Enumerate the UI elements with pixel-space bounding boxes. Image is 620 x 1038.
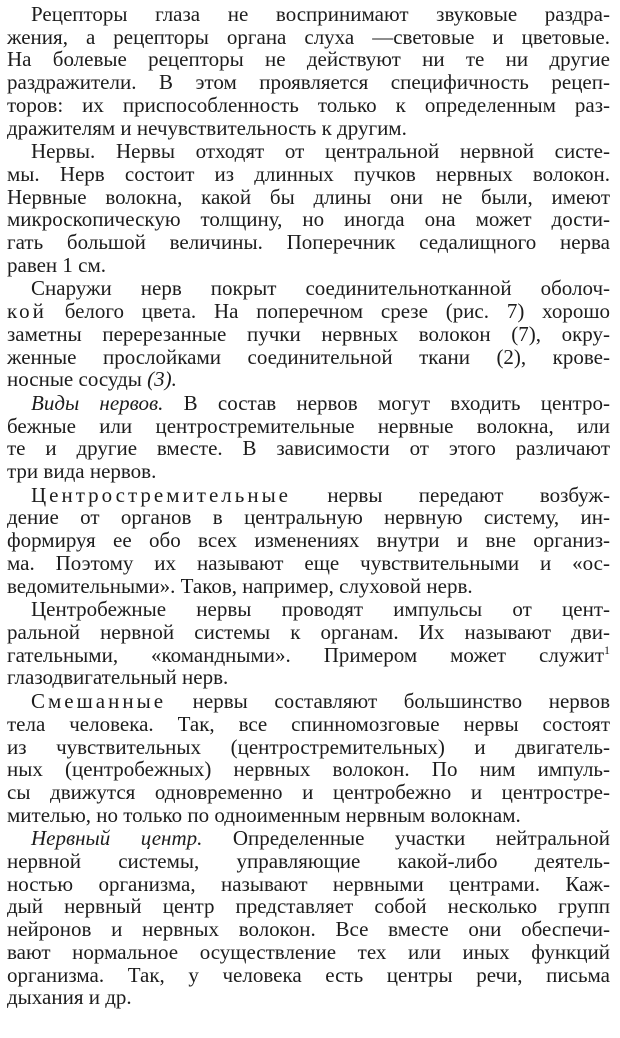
- text-line: Смешанные нервы составляют большинство нервов: [31, 689, 610, 714]
- text-line: равен 1 см.: [7, 252, 107, 277]
- text-line: дыхания и др.: [7, 985, 132, 1010]
- text-line: Нервы. Нервы отходят от центральной нервной систе-: [31, 139, 610, 164]
- paragraph-centripetal: [7, 484, 610, 598]
- text-line: глазодвигательный нерв.: [7, 665, 229, 690]
- paragraph-receptors: [7, 3, 610, 139]
- text-line: На болевые рецепторы не действуют ни те ни другие: [7, 47, 610, 72]
- text-line: микроскопическую толщину, но иногда она может дости-: [7, 207, 610, 232]
- text-line: ностью организма, называют нервными центрами. Каж-: [7, 871, 610, 896]
- spaced-term: кой: [7, 299, 47, 324]
- paragraph-nerve-types: [7, 392, 610, 483]
- text-line: дение от органов в центральную нервную систему, ин-: [7, 505, 610, 530]
- text-line: сы движутся одновременно и центробежно и центростре-: [7, 779, 610, 804]
- text-line: носные сосуды (3).: [7, 367, 177, 392]
- text-line: Нервные волокна, какой бы длины они не были, имеют: [7, 184, 610, 209]
- text-line: жения, а рецепторы органа слуха —световые и цветовые.: [7, 24, 610, 49]
- text-line: те и другие вместе. В зависимости от этого различают: [7, 436, 610, 461]
- text-line: гать большой величины. Поперечник седалищного нерва: [7, 230, 610, 255]
- text-line: раздражители. В этом проявляется специфичность рецеп-: [7, 70, 610, 95]
- section-heading: Виды нервов.: [31, 390, 164, 415]
- paragraph-mixed: [7, 690, 610, 826]
- text-line: ма. Поэтому их называют еще чувствительными и «ос-: [7, 550, 610, 575]
- text-line: Снаружи нерв покрыт соединительнотканной оболоч-: [31, 276, 610, 301]
- paragraph-nerves: [7, 140, 610, 276]
- text-line: ведомительными». Таков, например, слуховой нерв.: [7, 573, 473, 598]
- text-line: три вида нервов.: [7, 459, 157, 484]
- footnote-marker: 1: [604, 642, 610, 657]
- text-line: кой белого цвета. На поперечном срезе (рис. 7) хорошо: [7, 299, 610, 324]
- paragraph-nerve-sheath: [7, 277, 610, 391]
- text-line: дражителям и нечувствительность к другим.: [7, 115, 407, 140]
- text-line: Центростремительные нервы передают возбуж-: [31, 482, 610, 507]
- section-heading: Нервный центр.: [31, 826, 203, 851]
- text-line: из чувствительных (центростремительных) и двигатель-: [7, 734, 610, 759]
- text-line: организма. Так, у человека есть центры речи, письма: [7, 962, 610, 987]
- text-line: дый нервный центр представляет собой несколько групп: [7, 894, 610, 919]
- text-line: вают нормальное осуществление тех или иных функций: [7, 939, 610, 964]
- text-line: бежные или центростремительные нервные волокна, или: [7, 413, 610, 438]
- text-line: Рецепторы глаза не воспринимают звуковые раздра-: [31, 2, 610, 26]
- text-line: ральной нервной системы к органам. Их называют дви-: [7, 619, 610, 644]
- spaced-term: Смешанные: [31, 689, 167, 714]
- text-line: тела человека. Так, все спинномозговые нервы состоят: [7, 711, 610, 736]
- text-line: нейронов и нервных волокон. Все вместе они обеспечи-: [7, 917, 610, 942]
- text-line: ных (центробежных) нервных волокон. По ним импуль-: [7, 757, 610, 782]
- text-line: гательными, «командными». Примером может служит$^1$: [7, 642, 610, 667]
- text-line: торов: их приспособленность только к определенным раз-: [7, 92, 610, 117]
- text-line: Виды нервов. В состав нервов могут входить центро-: [31, 390, 610, 415]
- spaced-term: Центростремительные: [31, 482, 292, 507]
- figure-reference: (3).: [147, 367, 177, 392]
- text-line: женные прослойками соединительной ткани (2), крове-: [7, 344, 610, 369]
- text-line: Нервный центр. Определенные участки нейтральной: [31, 826, 610, 851]
- text-line: Центробежные нервы проводят импульсы от цент-: [31, 597, 610, 622]
- text-line: формируя ее обо всех изменениях внутри и вне организ-: [7, 528, 610, 553]
- paragraph-nerve-center: [7, 827, 610, 1009]
- text-line: нервной системы, управляющие какой-либо деятель-: [7, 849, 610, 874]
- paragraph-centrifugal: [7, 598, 610, 689]
- text-line: мителью, но только по одноименным нервным волокнам.: [7, 802, 521, 827]
- text-line: мы. Нерв состоит из длинных пучков нервных волокон.: [7, 161, 610, 186]
- text-line: заметны перерезанные пучки нервных волокон (7), окру-: [7, 321, 610, 346]
